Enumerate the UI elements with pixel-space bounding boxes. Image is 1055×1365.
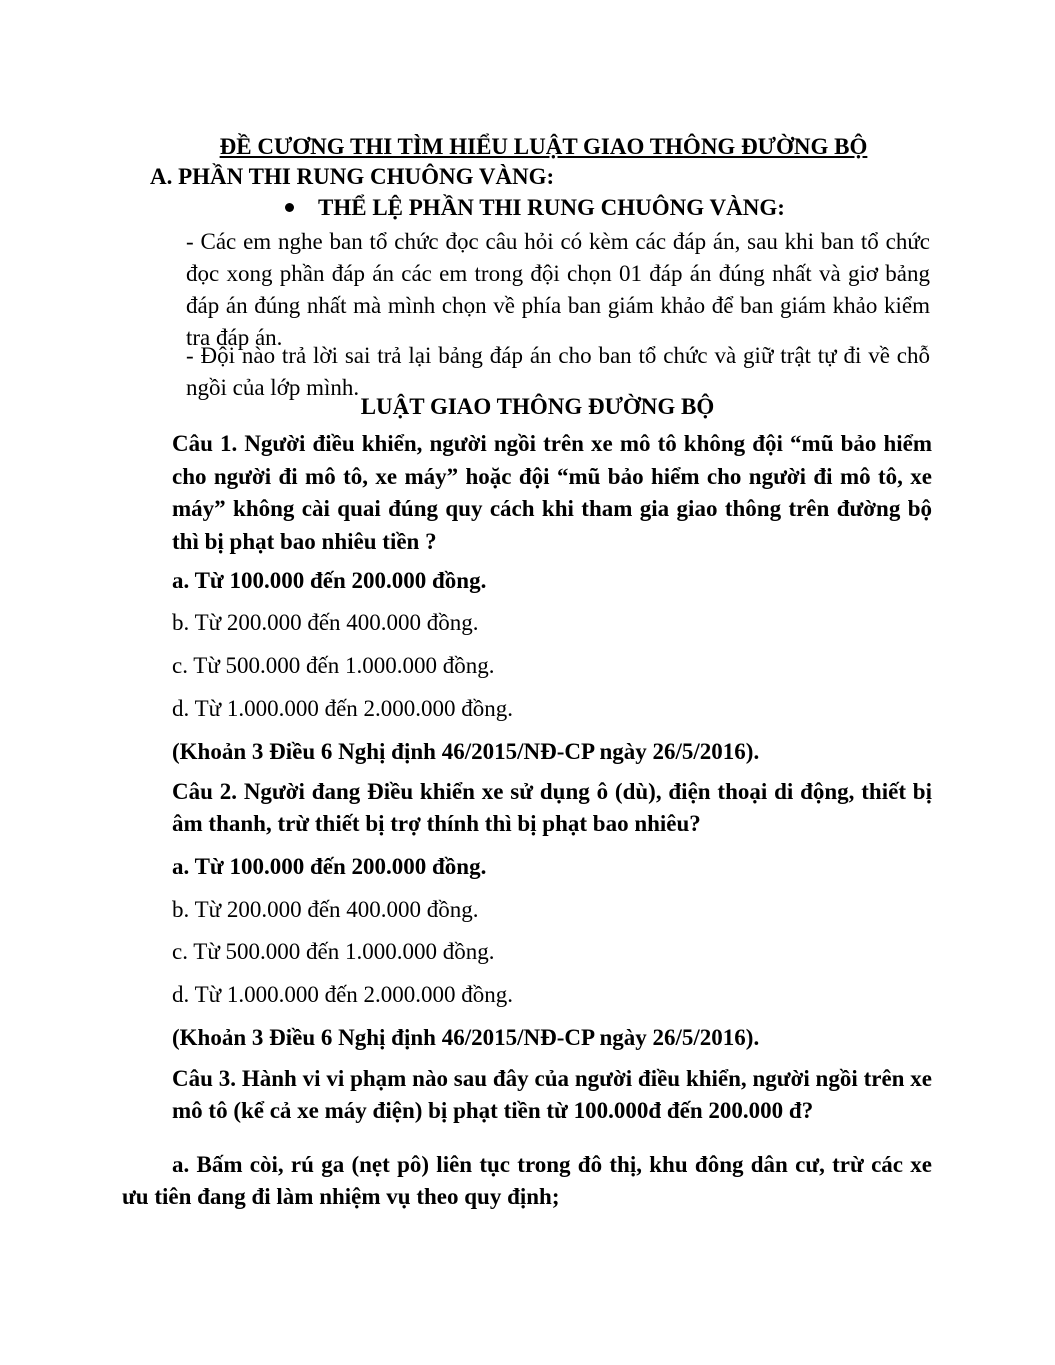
question-1-option-b: b. Từ 200.000 đến 400.000 đồng. — [172, 610, 479, 635]
law-heading: LUẬT GIAO THÔNG ĐƯỜNG BỘ — [360, 394, 715, 419]
question-2: Câu 2. Người đang Điều khiển xe sử dụng ô (dù), điện thoại di động, thiết bị âm thanh, trừ thiết bị trợ thính thì bị phạt bao nhiêu? — [172, 779, 932, 836]
question-1-reference: (Khoản 3 Điều 6 Nghị định 46/2015/NĐ-CP ngày 26/5/2016). — [172, 739, 760, 764]
question-2-option-a: a. Từ 100.000 đến 200.000 đồng. — [172, 854, 487, 879]
question-1: Câu 1. Người điều khiển, người ngồi trên xe mô tô không đội “mũ bảo hiểm cho người đi mô tô, xe máy” hoặc đội “mũ bảo hiểm cho người đi mô tô, xe máy” không cài quai đúng quy cách khi tham gia giao thông trên đường bộ thì bị phạt bao nhiêu tiền ? — [172, 431, 932, 554]
question-2-reference: (Khoản 3 Điều 6 Nghị định 46/2015/NĐ-CP ngày 26/5/2016). — [172, 1025, 760, 1050]
question-2-option-c: c. Từ 500.000 đến 1.000.000 đồng. — [172, 939, 495, 964]
rule-paragraph-1: - Các em nghe ban tổ chức đọc câu hỏi có kèm các đáp án, sau khi ban tổ chức đọc xong phần đáp án các em trong đội chọn 01 đáp án đúng nhất và giơ bảng đáp án đúng nhất mà mình chọn về phía ban giám khảo để ban giám khảo kiểm tra đáp án. — [186, 229, 930, 350]
question-1-option-c: c. Từ 500.000 đến 1.000.000 đồng. — [172, 653, 495, 678]
question-3-option-a: a. Bấm còi, rú ga (nẹt pô) liên tục trong đô thị, khu đông dân cư, trừ các xe ưu tiên đang đi làm nhiệm vụ theo quy định; — [122, 1152, 932, 1209]
question-2-option-d: d. Từ 1.000.000 đến 2.000.000 đồng. — [172, 982, 514, 1007]
question-3: Câu 3. Hành vi vi phạm nào sau đây của người điều khiển, người ngồi trên xe mô tô (kể cả xe máy điện) bị phạt tiền từ 100.000đ đến 200.000 đ? — [172, 1066, 932, 1123]
section-a-heading: A. PHẦN THI RUNG CHUÔNG VÀNG: — [150, 164, 555, 189]
question-1-option-d: d. Từ 1.000.000 đến 2.000.000 đồng. — [172, 696, 514, 721]
question-1-option-a: a. Từ 100.000 đến 200.000 đồng. — [172, 568, 487, 593]
rule-paragraph-2: - Đội nào trả lời sai trả lại bảng đáp án cho ban tổ chức và giữ trật tự đi về chỗ ngồi của lớp mình. — [186, 343, 930, 400]
rules-heading: THỂ LỆ PHẦN THI RUNG CHUÔNG VÀNG: — [318, 195, 785, 220]
bullet-icon — [285, 203, 294, 212]
question-2-option-b: b. Từ 200.000 đến 400.000 đồng. — [172, 897, 479, 922]
document-title: ĐỀ CƯƠNG THI TÌM HIỂU LUẬT GIAO THÔNG ĐƯỜNG BỘ — [219, 134, 868, 159]
